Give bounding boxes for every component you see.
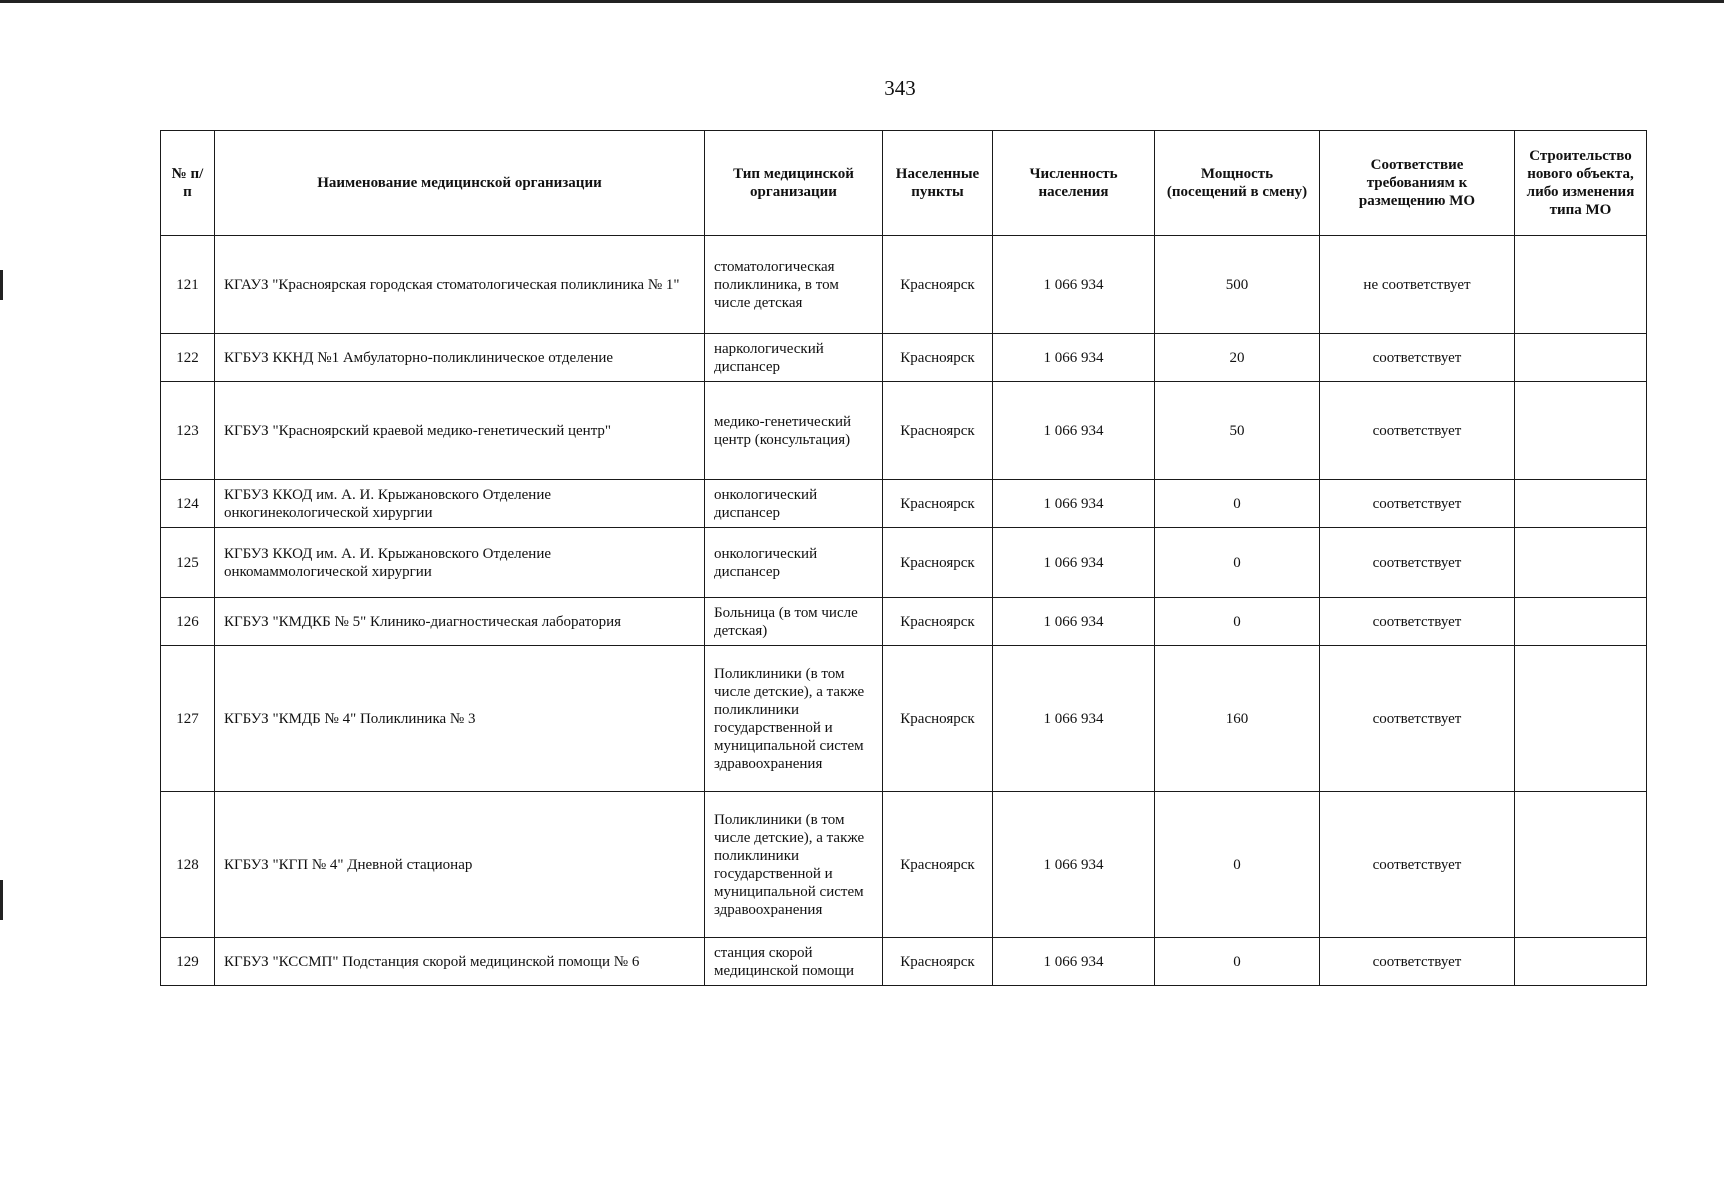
cell-type: медико-генетический центр (консультация) <box>705 382 883 480</box>
cell-name: КГБУЗ ККОД им. А. И. Крыжановского Отделение онкогинекологической хирургии <box>215 480 705 528</box>
header-locality: Населенные пункты <box>883 131 993 236</box>
header-num: № п/п <box>161 131 215 236</box>
cell-compliance: соответствует <box>1320 646 1515 792</box>
table-row <box>161 938 1647 986</box>
cell-num: 123 <box>161 382 215 480</box>
cell-capacity: 50 <box>1155 382 1320 480</box>
cell-name: КГБУЗ "Красноярский краевой медико-генетический центр" <box>215 382 705 480</box>
table-row <box>161 334 1647 382</box>
cell-locality: Красноярск <box>883 382 993 480</box>
table-row <box>161 236 1647 334</box>
table-row <box>161 382 1647 480</box>
table-row <box>161 480 1647 528</box>
cell-population: 1 066 934 <box>993 236 1155 334</box>
cell-capacity: 0 <box>1155 792 1320 938</box>
cell-population: 1 066 934 <box>993 792 1155 938</box>
cell-compliance: соответствует <box>1320 480 1515 528</box>
cell-locality: Красноярск <box>883 528 993 598</box>
cell-capacity: 0 <box>1155 598 1320 646</box>
cell-population: 1 066 934 <box>993 938 1155 986</box>
page-number: 343 <box>884 76 916 100</box>
header-row <box>161 131 1647 236</box>
cell-compliance: соответствует <box>1320 598 1515 646</box>
cell-locality: Красноярск <box>883 598 993 646</box>
cell-type: станция скорой медицинской помощи <box>705 938 883 986</box>
cell-compliance: соответствует <box>1320 334 1515 382</box>
cell-population: 1 066 934 <box>993 646 1155 792</box>
cell-num: 124 <box>161 480 215 528</box>
cell-capacity: 160 <box>1155 646 1320 792</box>
table-row <box>161 792 1647 938</box>
medical-organizations-table <box>160 130 1647 986</box>
cell-name: КГБУЗ "КМДКБ № 5" Клинико-диагностическая лаборатория <box>215 598 705 646</box>
cell-num: 127 <box>161 646 215 792</box>
cell-locality: Красноярск <box>883 480 993 528</box>
cell-construction <box>1515 528 1647 598</box>
cell-compliance: соответствует <box>1320 382 1515 480</box>
scan-edge-mark <box>0 880 3 920</box>
cell-type: Больница (в том числе детская) <box>705 598 883 646</box>
cell-name: КГБУЗ "КМДБ № 4" Поликлиника № 3 <box>215 646 705 792</box>
cell-name: КГБУЗ "КГП № 4" Дневной стационар <box>215 792 705 938</box>
cell-construction <box>1515 334 1647 382</box>
cell-population: 1 066 934 <box>993 382 1155 480</box>
cell-construction <box>1515 480 1647 528</box>
cell-type: онкологический диспансер <box>705 528 883 598</box>
cell-locality: Красноярск <box>883 792 993 938</box>
cell-capacity: 0 <box>1155 528 1320 598</box>
cell-name: КГАУЗ "Красноярская городская стоматологическая поликлиника № 1" <box>215 236 705 334</box>
cell-compliance: соответствует <box>1320 528 1515 598</box>
cell-population: 1 066 934 <box>993 334 1155 382</box>
table-row <box>161 528 1647 598</box>
scan-top-edge <box>0 0 1724 3</box>
cell-locality: Красноярск <box>883 938 993 986</box>
cell-num: 129 <box>161 938 215 986</box>
cell-type: онкологический диспансер <box>705 480 883 528</box>
cell-name: КГБУЗ "КССМП" Подстанция скорой медицинской помощи № 6 <box>215 938 705 986</box>
cell-name: КГБУЗ ККОД им. А. И. Крыжановского Отделение онкомаммологической хирургии <box>215 528 705 598</box>
header-compliance: Соответствие требованиям к размещению МО <box>1320 131 1515 236</box>
header-name: Наименование медицинской организации <box>215 131 705 236</box>
table-row <box>161 646 1647 792</box>
cell-population: 1 066 934 <box>993 528 1155 598</box>
table-row <box>161 598 1647 646</box>
cell-num: 122 <box>161 334 215 382</box>
cell-type: Поликлиники (в том числе детские), а также поликлиники государственной и муниципальной систем здравоохранения <box>705 646 883 792</box>
cell-construction <box>1515 938 1647 986</box>
cell-compliance: не соответствует <box>1320 236 1515 334</box>
cell-population: 1 066 934 <box>993 480 1155 528</box>
cell-num: 128 <box>161 792 215 938</box>
cell-construction <box>1515 382 1647 480</box>
cell-capacity: 0 <box>1155 938 1320 986</box>
header-population: Численность населения <box>993 131 1155 236</box>
header-construction: Строительство нового объекта, либо изменения типа МО <box>1515 131 1647 236</box>
cell-capacity: 500 <box>1155 236 1320 334</box>
cell-construction <box>1515 646 1647 792</box>
cell-num: 121 <box>161 236 215 334</box>
cell-type: стоматологическая поликлиника, в том числе детская <box>705 236 883 334</box>
cell-locality: Красноярск <box>883 646 993 792</box>
cell-type: Поликлиники (в том числе детские), а также поликлиники государственной и муниципальной систем здравоохранения <box>705 792 883 938</box>
cell-locality: Красноярск <box>883 334 993 382</box>
cell-num: 125 <box>161 528 215 598</box>
cell-construction <box>1515 236 1647 334</box>
cell-compliance: соответствует <box>1320 792 1515 938</box>
cell-population: 1 066 934 <box>993 598 1155 646</box>
table-body <box>161 236 1647 986</box>
header-type: Тип медицинской организации <box>705 131 883 236</box>
cell-capacity: 0 <box>1155 480 1320 528</box>
scan-edge-mark <box>0 270 3 300</box>
cell-construction <box>1515 598 1647 646</box>
cell-locality: Красноярск <box>883 236 993 334</box>
cell-num: 126 <box>161 598 215 646</box>
cell-name: КГБУЗ ККНД №1 Амбулаторно-поликлиническое отделение <box>215 334 705 382</box>
cell-capacity: 20 <box>1155 334 1320 382</box>
cell-compliance: соответствует <box>1320 938 1515 986</box>
header-capacity: Мощность (посещений в смену) <box>1155 131 1320 236</box>
cell-construction <box>1515 792 1647 938</box>
cell-type: наркологический диспансер <box>705 334 883 382</box>
